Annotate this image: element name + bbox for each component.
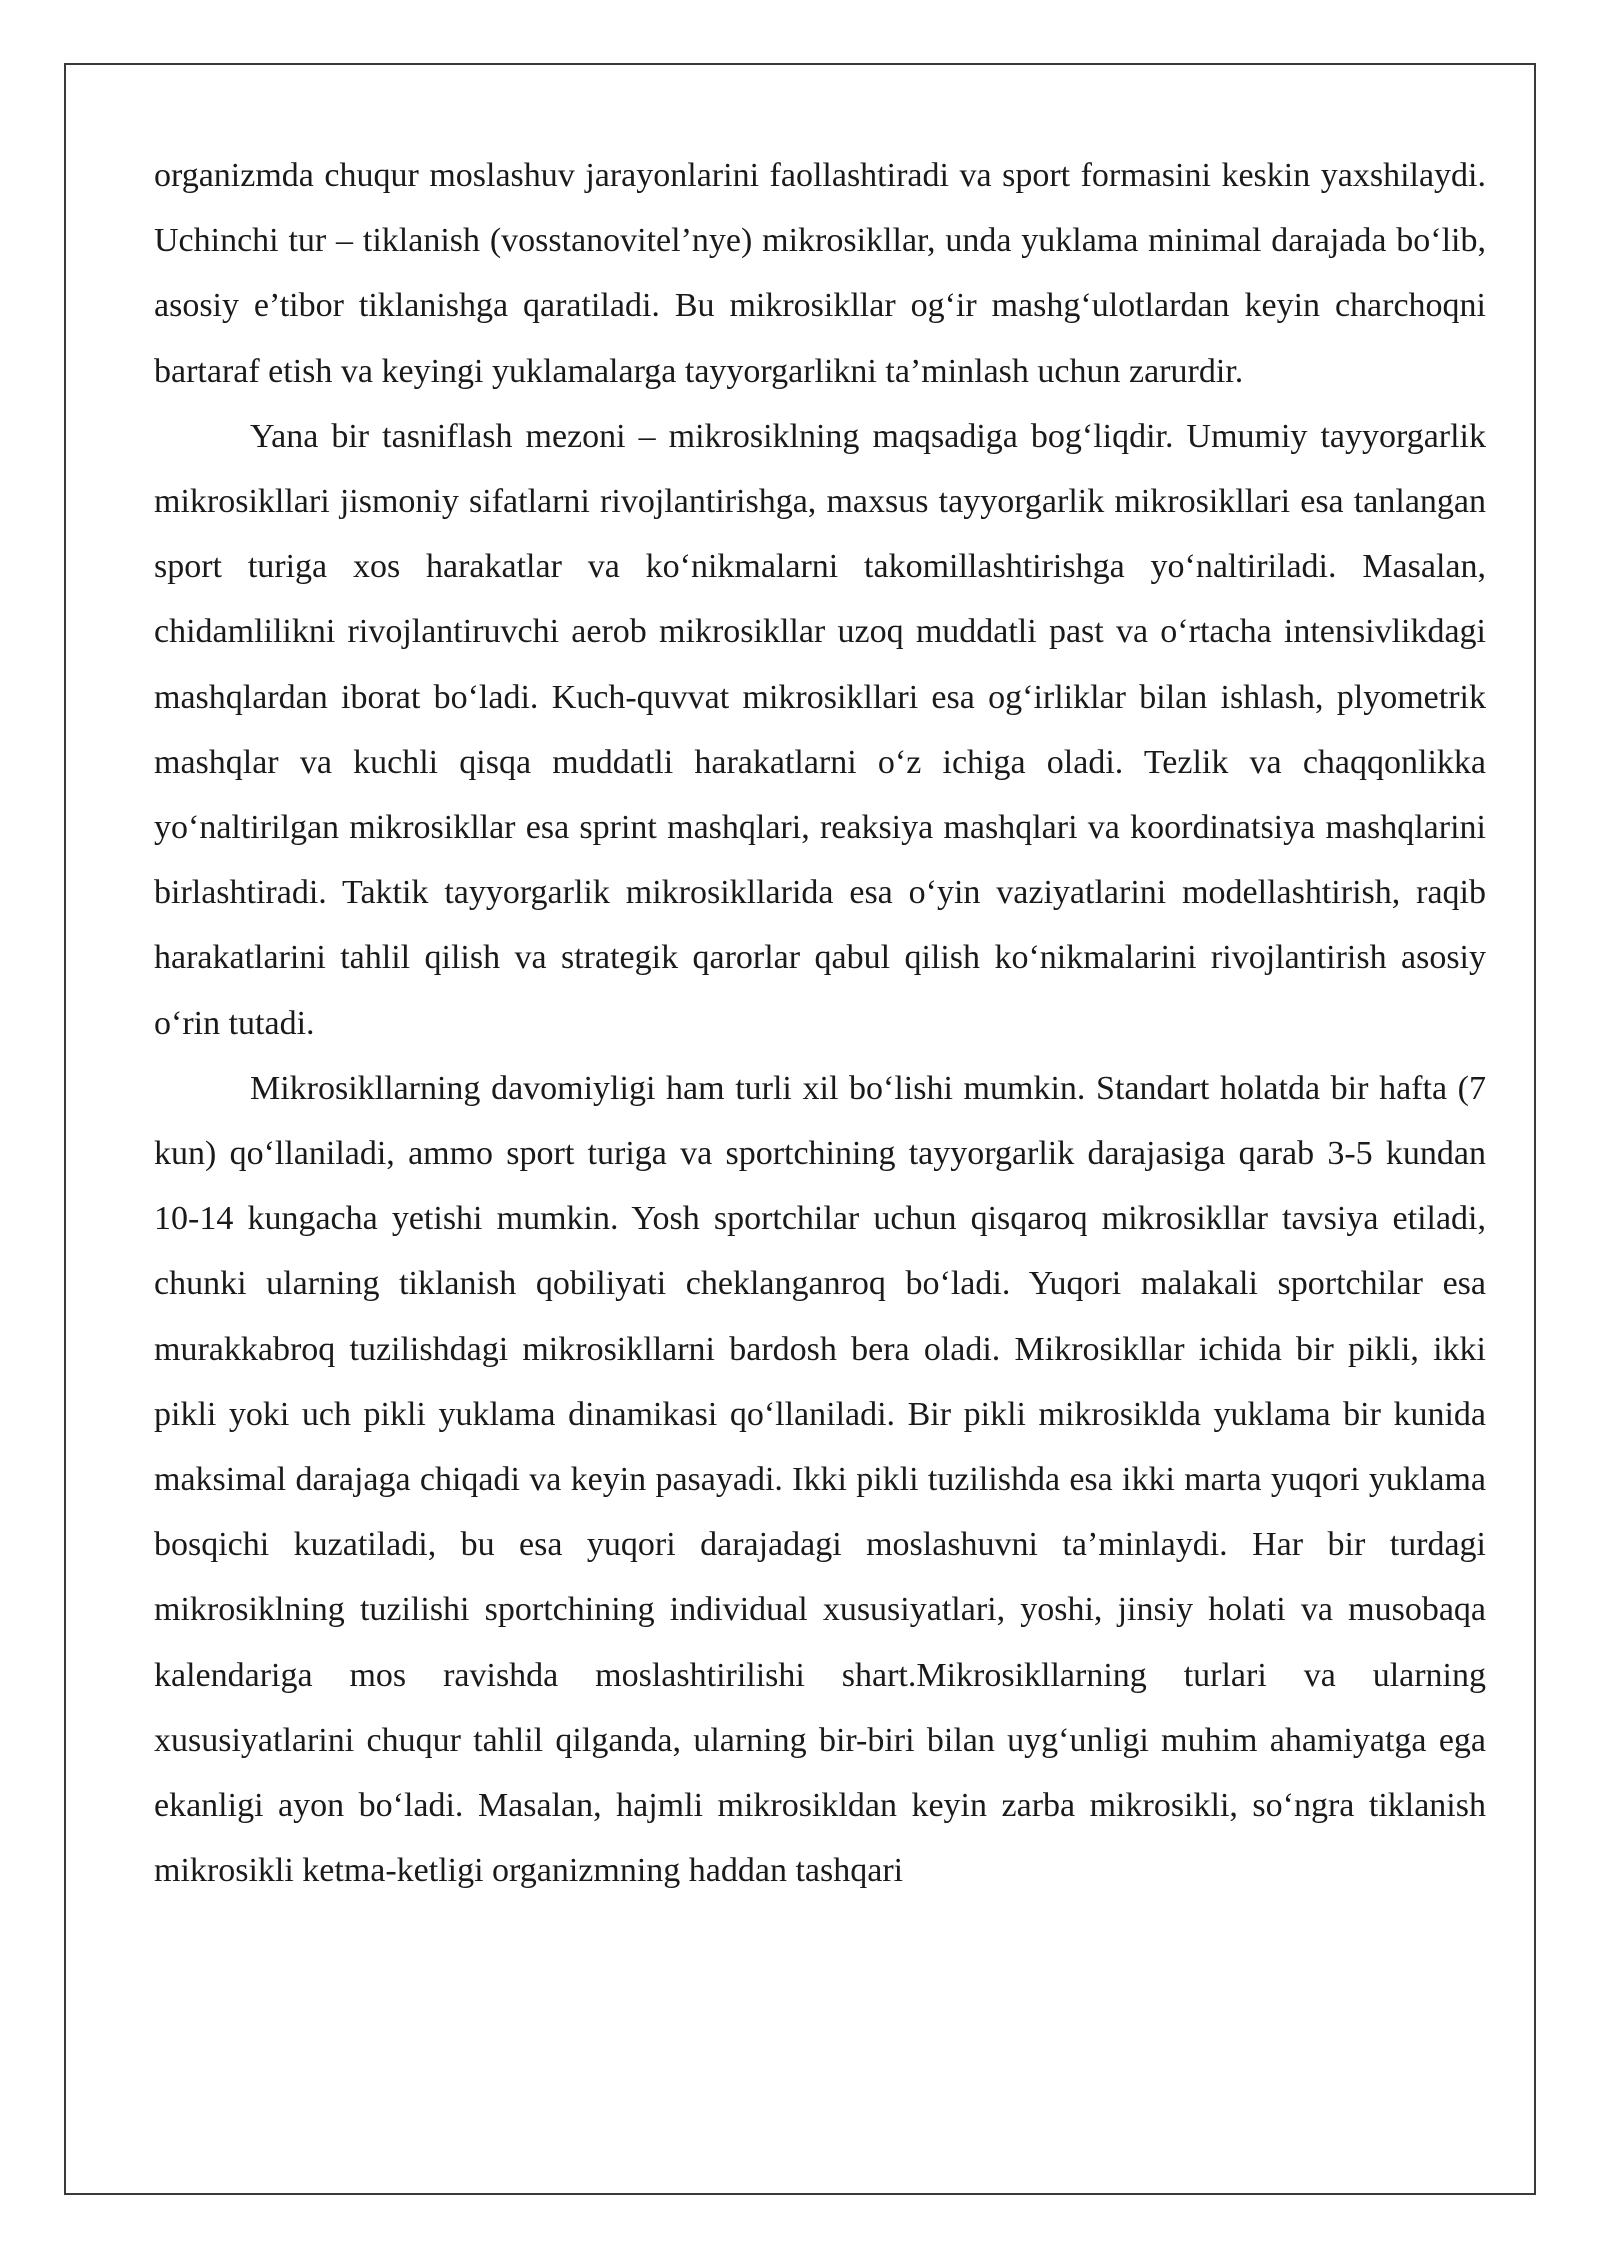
document-body (154, 143, 1486, 1903)
paragraph-2: Yana bir tasniflash mezoni – mikrosiklning maqsadiga bog‘liqdir. Umumiy tayyorgarlik mikrosikllari jismoniy sifatlarni rivojlantirishga, maxsus tayyorgarlik mikrosikllari esa tanlangan sport turiga xos harakatlar va ko‘nikmalarni takomillashtirishga yo‘naltiriladi. Masalan, chidamlilikni rivojlantiruvchi aerob mikrosikllar uzoq muddatli past va o‘rtacha intensivlikdagi mashqlardan iborat bo‘ladi. Kuch-quvvat mikrosikllari esa og‘irliklar bilan ishlash, plyometrik mashqlar va kuchli qisqa muddatli harakatlarni o‘z ichiga oladi. Tezlik va chaqqonlikka yo‘naltirilgan mikrosikllar esa sprint mashqlari, reaksiya mashqlari va koordinatsiya mashqlarini birlashtiradi. Taktik tayyorgarlik mikrosikllarida esa o‘yin vaziyatlarini modellashtirish, raqib harakatlarini tahlil qilish va strategik qarorlar qabul qilish ko‘nikmalarini rivojlantirish asosiy o‘rin tutadi. (154, 417, 1486, 1042)
paragraph-3: Mikrosikllarning davomiyligi ham turli xil bo‘lishi mumkin. Standart holatda bir hafta (7 kun) qo‘llaniladi, ammo sport turiga va sportchining tayyorgarlik darajasiga qarab 3-5 kundan 10-14 kungacha yetishi mumkin. Yosh sportchilar uchun qisqaroq mikrosikllar tavsiya etiladi, chunki ularning tiklanish qobiliyati cheklanganroq bo‘ladi. Yuqori malakali sportchilar esa murakkabroq tuzilishdagi mikrosikllarni bardosh bera oladi. Mikrosikllar ichida bir pikli, ikki pikli yoki uch pikli yuklama dinamikasi qo‘llaniladi. Bir pikli mikrosiklda yuklama bir kunida maksimal darajaga chiqadi va keyin pasayadi. Ikki pikli tuzilishda esa ikki marta yuqori yuklama bosqichi kuzatiladi, bu esa yuqori darajadagi moslashuvni ta’minlaydi. Har bir turdagi mikrosiklning tuzilishi sportchining individual xususiyatlari, yoshi, jinsiy holati va musobaqa kalendariga mos ravishda moslashtirilishi shart.Mikrosikllarning turlari va ularning xususiyatlarini chuqur tahlil qilganda, ularning bir-biri bilan uyg‘unligi muhim ahamiyatga ega ekanligi ayon bo‘ladi. Masalan, hajmli mikrosikldan keyin zarba mikrosikli, so‘ngra tiklanish mikrosikli ketma-ketligi organizmning haddan tashqari (154, 1069, 1486, 1890)
paragraph-1: organizmda chuqur moslashuv jarayonlarini faollashtiradi va sport formasini keskin yaxshilaydi. Uchinchi tur – tiklanish (vosstanovitel’nye) mikrosikllar, unda yuklama minimal darajada bo‘lib, asosiy e’tibor tiklanishga qaratiladi. Bu mikrosikllar og‘ir mashg‘ulotlardan keyin charchoqni bartaraf etish va keyingi yuklamalarga tayyorgarlikni ta’minlash uchun zarurdir. (154, 157, 1486, 390)
